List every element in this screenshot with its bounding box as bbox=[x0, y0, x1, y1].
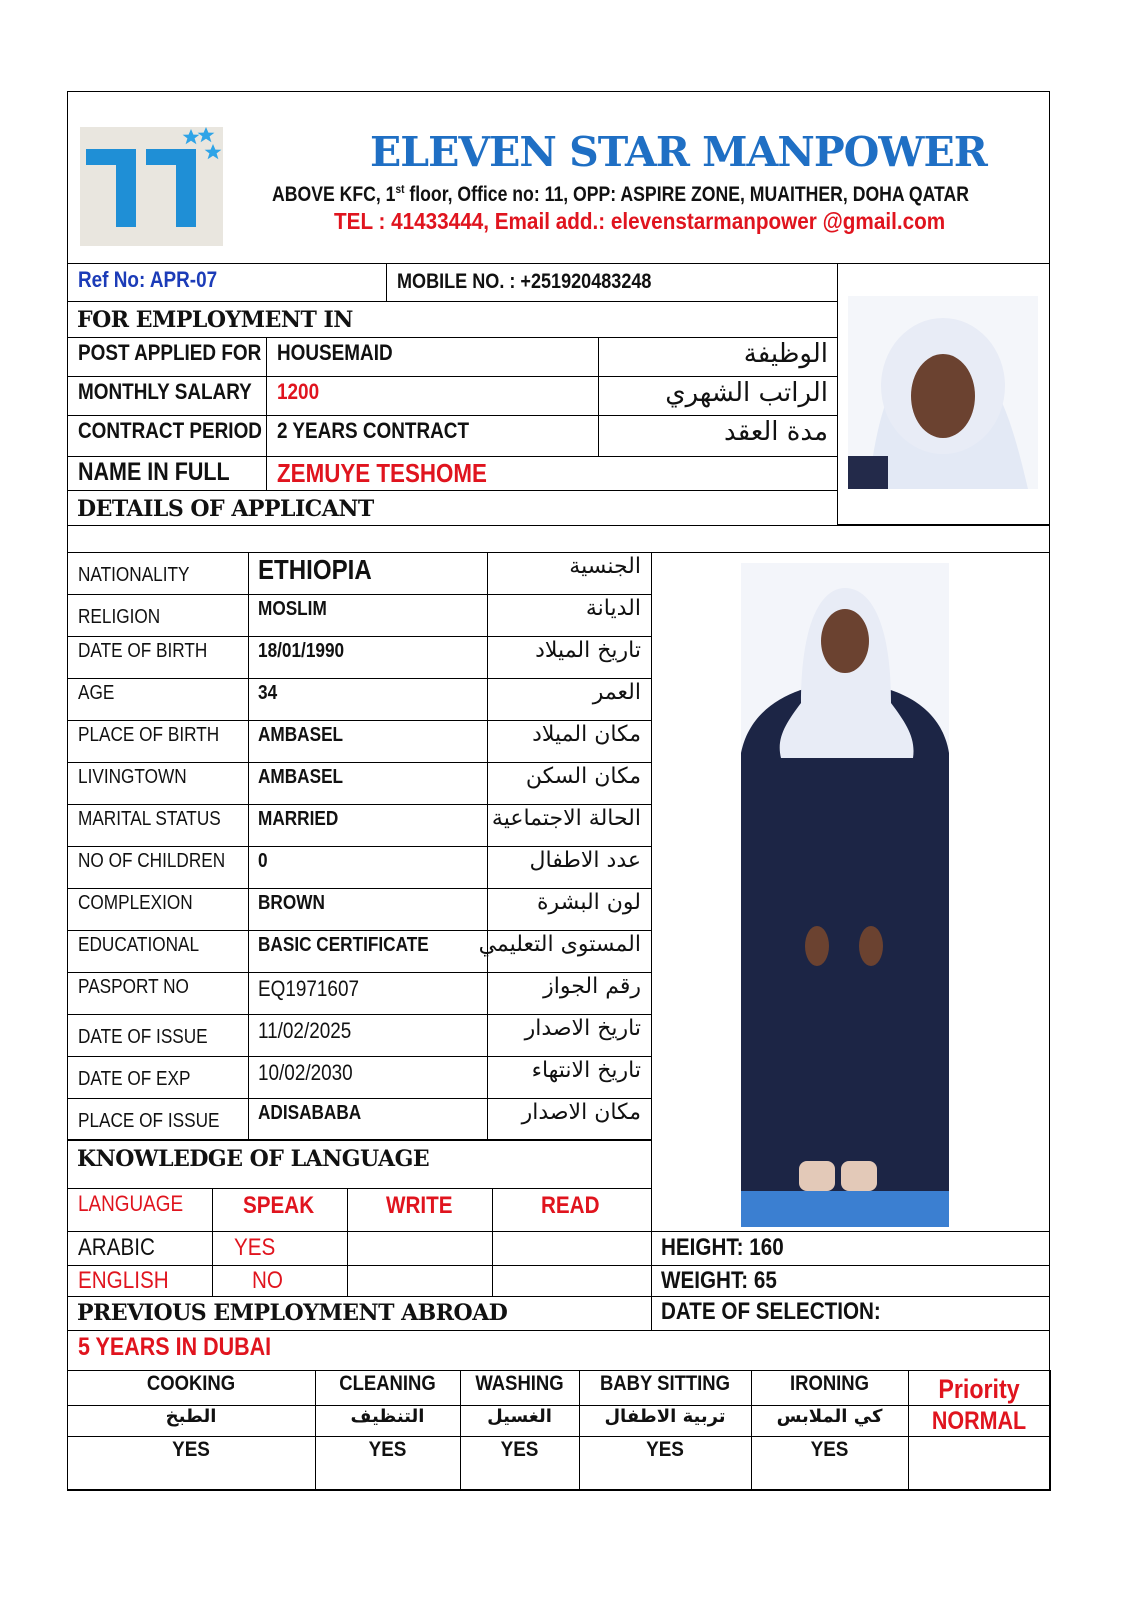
detail-label: DATE OF ISSUE bbox=[78, 1026, 208, 1048]
detail-arabic: مكان الاصدار bbox=[521, 1100, 641, 1125]
company-contact: TEL : 41433444, Email add.: elevenstarmanpower @gmail.com bbox=[334, 208, 946, 234]
detail-value: 10/02/2030 bbox=[258, 1060, 353, 1085]
employment-arabic: الراتب الشهري bbox=[665, 378, 828, 408]
skill-name: COOKING bbox=[146, 1372, 236, 1395]
detail-value: ETHIOPIA bbox=[258, 554, 372, 585]
detail-arabic: تاريخ الاصدار bbox=[524, 1016, 641, 1041]
detail-arabic: عدد الاطفال bbox=[529, 848, 641, 873]
skill-value: YES bbox=[646, 1438, 684, 1461]
employment-value: 1200 bbox=[277, 379, 320, 404]
skill-value: YES bbox=[500, 1438, 539, 1461]
company-logo bbox=[80, 127, 223, 246]
language-english-speak: NO bbox=[252, 1267, 283, 1294]
detail-label: PASPORT NO bbox=[78, 976, 189, 998]
detail-arabic: رقم الجواز bbox=[543, 974, 641, 999]
detail-label: LIVINGTOWN bbox=[78, 766, 187, 788]
ref-number: Ref No: APR-07 bbox=[78, 267, 218, 292]
detail-value: 11/02/2025 bbox=[258, 1018, 352, 1043]
skill-value: YES bbox=[368, 1438, 407, 1461]
detail-value: EQ1971607 bbox=[258, 976, 359, 1001]
skill-name: BABY SITTING bbox=[599, 1372, 731, 1395]
detail-label: NO OF CHILDREN bbox=[78, 850, 226, 872]
employment-label: POST APPLIED FOR bbox=[78, 340, 262, 365]
detail-arabic: تاريخ الانتهاء bbox=[531, 1058, 641, 1083]
detail-label: RELIGION bbox=[78, 606, 161, 628]
skill-name: CLEANING bbox=[339, 1372, 436, 1395]
employment-arabic: مدة العقد bbox=[724, 417, 828, 447]
skill-name-arabic: الغسيل bbox=[487, 1406, 552, 1427]
language-header-language: LANGUAGE bbox=[78, 1191, 184, 1216]
detail-value: 0 bbox=[258, 850, 268, 872]
language-arabic-name: ARABIC bbox=[78, 1234, 155, 1261]
star-icon bbox=[198, 127, 215, 142]
language-arabic-speak: YES bbox=[234, 1234, 276, 1261]
skill-name-arabic: كي الملابس bbox=[776, 1406, 883, 1427]
logo-graphic bbox=[80, 127, 223, 246]
company-name: ELEVEN STAR MANPOWER bbox=[370, 128, 987, 176]
employment-arabic: الوظيفة bbox=[743, 339, 828, 369]
detail-value: ADISABABA bbox=[258, 1102, 362, 1124]
language-header-write: WRITE bbox=[386, 1192, 453, 1219]
skill-name-arabic: تربية الاطفال bbox=[604, 1406, 726, 1427]
height-value: HEIGHT: 160 bbox=[661, 1234, 784, 1261]
detail-value: 18/01/1990 bbox=[258, 640, 345, 662]
section-employment-title: FOR EMPLOYMENT IN bbox=[77, 307, 353, 333]
skill-name-arabic: التنظيف bbox=[350, 1406, 425, 1427]
mobile-number: MOBILE NO. : +251920483248 bbox=[397, 270, 652, 293]
detail-arabic: مكان السكن bbox=[525, 764, 641, 789]
detail-value: MARRIED bbox=[258, 808, 339, 830]
skill-name-arabic: الطبخ bbox=[165, 1406, 217, 1427]
section-language-title: KNOWLEDGE OF LANGUAGE bbox=[77, 1146, 430, 1172]
skill-name: WASHING bbox=[475, 1372, 564, 1395]
previous-employment-value: 5 YEARS IN DUBAI bbox=[78, 1333, 272, 1361]
detail-arabic: تاريخ الميلاد bbox=[535, 638, 641, 663]
date-of-selection: DATE OF SELECTION: bbox=[661, 1298, 881, 1325]
skill-name: IRONING bbox=[789, 1372, 870, 1395]
detail-label: PLACE OF ISSUE bbox=[78, 1110, 220, 1132]
detail-label: PLACE OF BIRTH bbox=[78, 724, 220, 746]
employment-value: HOUSEMAID bbox=[277, 340, 393, 365]
detail-label: DATE OF EXP bbox=[78, 1068, 191, 1090]
employment-label: CONTRACT PERIOD bbox=[78, 418, 262, 443]
section-previous-title: PREVIOUS EMPLOYMENT ABROAD bbox=[77, 1300, 508, 1326]
detail-value: AMBASEL bbox=[258, 724, 344, 746]
applicant-full-photo bbox=[741, 563, 949, 1227]
detail-arabic: الحالة الاجتماعية bbox=[491, 806, 641, 831]
detail-label: EDUCATIONAL bbox=[78, 934, 200, 956]
skill-value: YES bbox=[810, 1438, 849, 1461]
detail-label: DATE OF BIRTH bbox=[78, 640, 208, 662]
priority-label: Priority bbox=[938, 1374, 1020, 1404]
employment-value: 2 YEARS CONTRACT bbox=[277, 418, 470, 443]
detail-value: 34 bbox=[258, 682, 278, 704]
detail-value: BASIC CERTIFICATE bbox=[258, 934, 429, 956]
applicant-portrait-photo bbox=[848, 296, 1038, 489]
name-label: NAME IN FULL bbox=[78, 458, 230, 486]
language-english-name: ENGLISH bbox=[78, 1267, 169, 1294]
star-icon bbox=[183, 129, 200, 144]
company-address: ABOVE KFC, 1st floor, Office no: 11, OPP: ASPIRE ZONE, MUAITHER, DOHA QATAR bbox=[272, 182, 969, 206]
weight-value: WEIGHT: 65 bbox=[661, 1267, 777, 1294]
detail-arabic: الجنسية bbox=[569, 554, 641, 579]
star-icon bbox=[205, 144, 222, 159]
detail-arabic: المستوى التعليمي bbox=[478, 932, 641, 957]
detail-value: AMBASEL bbox=[258, 766, 344, 788]
employment-label: MONTHLY SALARY bbox=[78, 379, 252, 404]
detail-label: NATIONALITY bbox=[78, 564, 190, 586]
detail-arabic: لون البشرة bbox=[537, 890, 641, 915]
detail-label: AGE bbox=[78, 682, 115, 704]
language-header-read: READ bbox=[541, 1192, 600, 1219]
detail-label: COMPLEXION bbox=[78, 892, 193, 914]
detail-label: MARITAL STATUS bbox=[78, 808, 221, 830]
detail-arabic: الديانة bbox=[585, 596, 641, 621]
priority-value: NORMAL bbox=[931, 1407, 1027, 1435]
section-details-title: DETAILS OF APPLICANT bbox=[77, 496, 374, 522]
detail-value: MOSLIM bbox=[258, 598, 327, 620]
language-header-speak: SPEAK bbox=[243, 1192, 315, 1219]
detail-value: BROWN bbox=[258, 892, 325, 914]
skill-value: YES bbox=[172, 1438, 210, 1461]
detail-arabic: العمر bbox=[592, 680, 641, 705]
detail-arabic: مكان الميلاد bbox=[532, 722, 641, 747]
applicant-full-name: ZEMUYE TESHOME bbox=[277, 458, 487, 488]
